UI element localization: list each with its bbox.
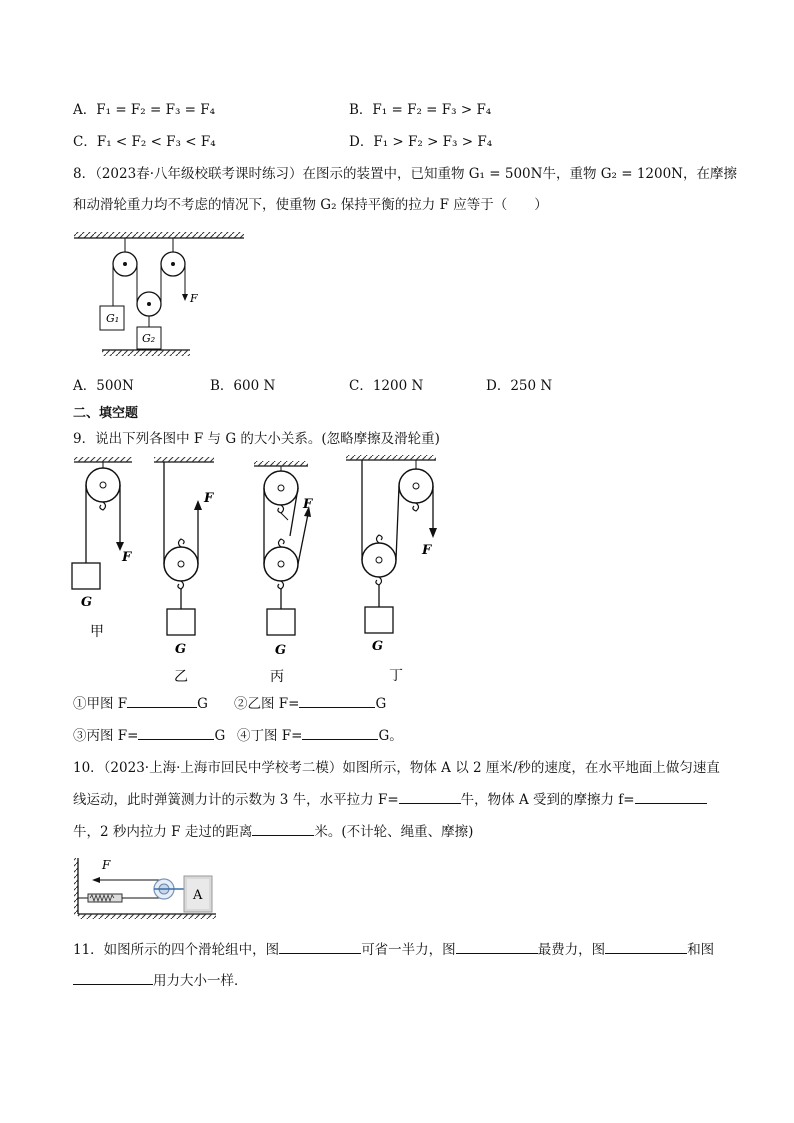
q9-answer-4: ④丁图 F= G。 xyxy=(237,728,403,744)
q9-figure-yi xyxy=(150,456,230,686)
q11-blank-2[interactable] xyxy=(456,940,538,954)
q10-figure xyxy=(70,852,220,922)
bing-caption: 丙 xyxy=(270,669,284,685)
q9-blank-2[interactable] xyxy=(299,694,375,708)
jia-caption: 甲 xyxy=(90,624,104,640)
q8-stem-line1: 8．（2023春·八年级校联考课时练习）在图示的装置中，已知重物 G₁ = 500N牛，重物 G₂ = 1200N，在摩擦 xyxy=(73,166,737,182)
bing-force-label: F xyxy=(303,497,313,512)
q9-answer-1: ①甲图 F G xyxy=(73,696,208,712)
q9-figure-ding xyxy=(342,450,442,686)
q8-stem-line2: 和动滑轮重力均不考虑的情况下，使重物 G₂ 保持平衡的拉力 F 应等于（ ） xyxy=(73,197,548,213)
q8-option-c: C．1200 N xyxy=(349,378,424,394)
q11-blank-3[interactable] xyxy=(605,940,687,954)
q10-blank-distance[interactable] xyxy=(252,822,314,836)
q8-option-a: A．500N xyxy=(73,378,134,394)
q8-pulley-figure xyxy=(70,228,250,360)
force-arrow xyxy=(182,294,188,301)
yi-caption: 乙 xyxy=(174,669,188,685)
yi-force-label: F xyxy=(204,491,214,506)
ceiling-hatch xyxy=(74,232,244,238)
q11-stem-line2: 用力大小一样． xyxy=(73,971,248,991)
q9-stem: 9．说出下列各图中 F 与 G 的大小关系。(忽略摩擦及滑轮重) xyxy=(73,431,440,447)
q8-option-d: D．250 N xyxy=(486,378,553,394)
q10-force-label: F xyxy=(102,858,111,872)
ding-weight-label: G xyxy=(372,639,384,654)
q9-answer-3: ③丙图 F= G xyxy=(73,728,226,744)
q7-option-d: D．F₁ > F₂ > F₃ > F₄ xyxy=(349,134,493,150)
q7-option-b: B．F₁ = F₂ = F₃ > F₄ xyxy=(349,102,492,118)
block-a-label: A xyxy=(193,888,203,903)
q10-stem-line1: 10．（2023·上海·上海市回民中学校考二模）如图所示，物体 A 以 2 厘米/秒的速度，在水平地面上做匀速直 xyxy=(73,760,720,776)
yi-weight-label: G xyxy=(175,642,187,657)
bing-weight-label: G xyxy=(275,643,287,658)
q9-blank-4[interactable] xyxy=(302,726,378,740)
section-heading: 二、填空题 xyxy=(73,406,139,421)
q10-blank-friction[interactable] xyxy=(635,790,707,804)
jia-weight-label: G xyxy=(81,595,93,610)
q8-force-label: F xyxy=(190,292,198,305)
q10-stem-line3: 牛，2 秒内拉力 F 走过的距离 米。(不计轮、绳重、摩擦) xyxy=(73,824,474,840)
ding-force-label: F xyxy=(422,543,432,558)
q11-blank-4[interactable] xyxy=(73,971,153,985)
q7-option-a: A．F₁ = F₂ = F₃ = F₄ xyxy=(73,102,216,118)
q11-stem-line1: 11．如图所示的四个滑轮组中，图 可省一半力，图 最费力，图 和图 xyxy=(73,942,715,958)
q8-option-b: B．600 N xyxy=(210,378,276,394)
q9-figure-jia xyxy=(66,456,146,646)
q10-blank-force[interactable] xyxy=(399,790,461,804)
q11-blank-1[interactable] xyxy=(279,940,361,954)
q9-answer-2: ②乙图 F= G xyxy=(234,696,387,712)
q9-figure-bing xyxy=(250,456,340,686)
q10-stem-line2: 线运动，此时弹簧测力计的示数为 3 牛，水平拉力 F= 牛，物体 A 受到的摩擦力 f= xyxy=(73,790,707,810)
q8-g1-label: G₁ xyxy=(106,312,120,325)
ding-caption: 丁 xyxy=(389,668,403,684)
q9-blank-3[interactable] xyxy=(138,726,214,740)
jia-force-label: F xyxy=(122,550,132,565)
q8-g2-label: G₂ xyxy=(142,332,156,345)
q9-blank-1[interactable] xyxy=(127,694,197,708)
q7-option-c: C．F₁ < F₂ < F₃ < F₄ xyxy=(73,134,216,150)
